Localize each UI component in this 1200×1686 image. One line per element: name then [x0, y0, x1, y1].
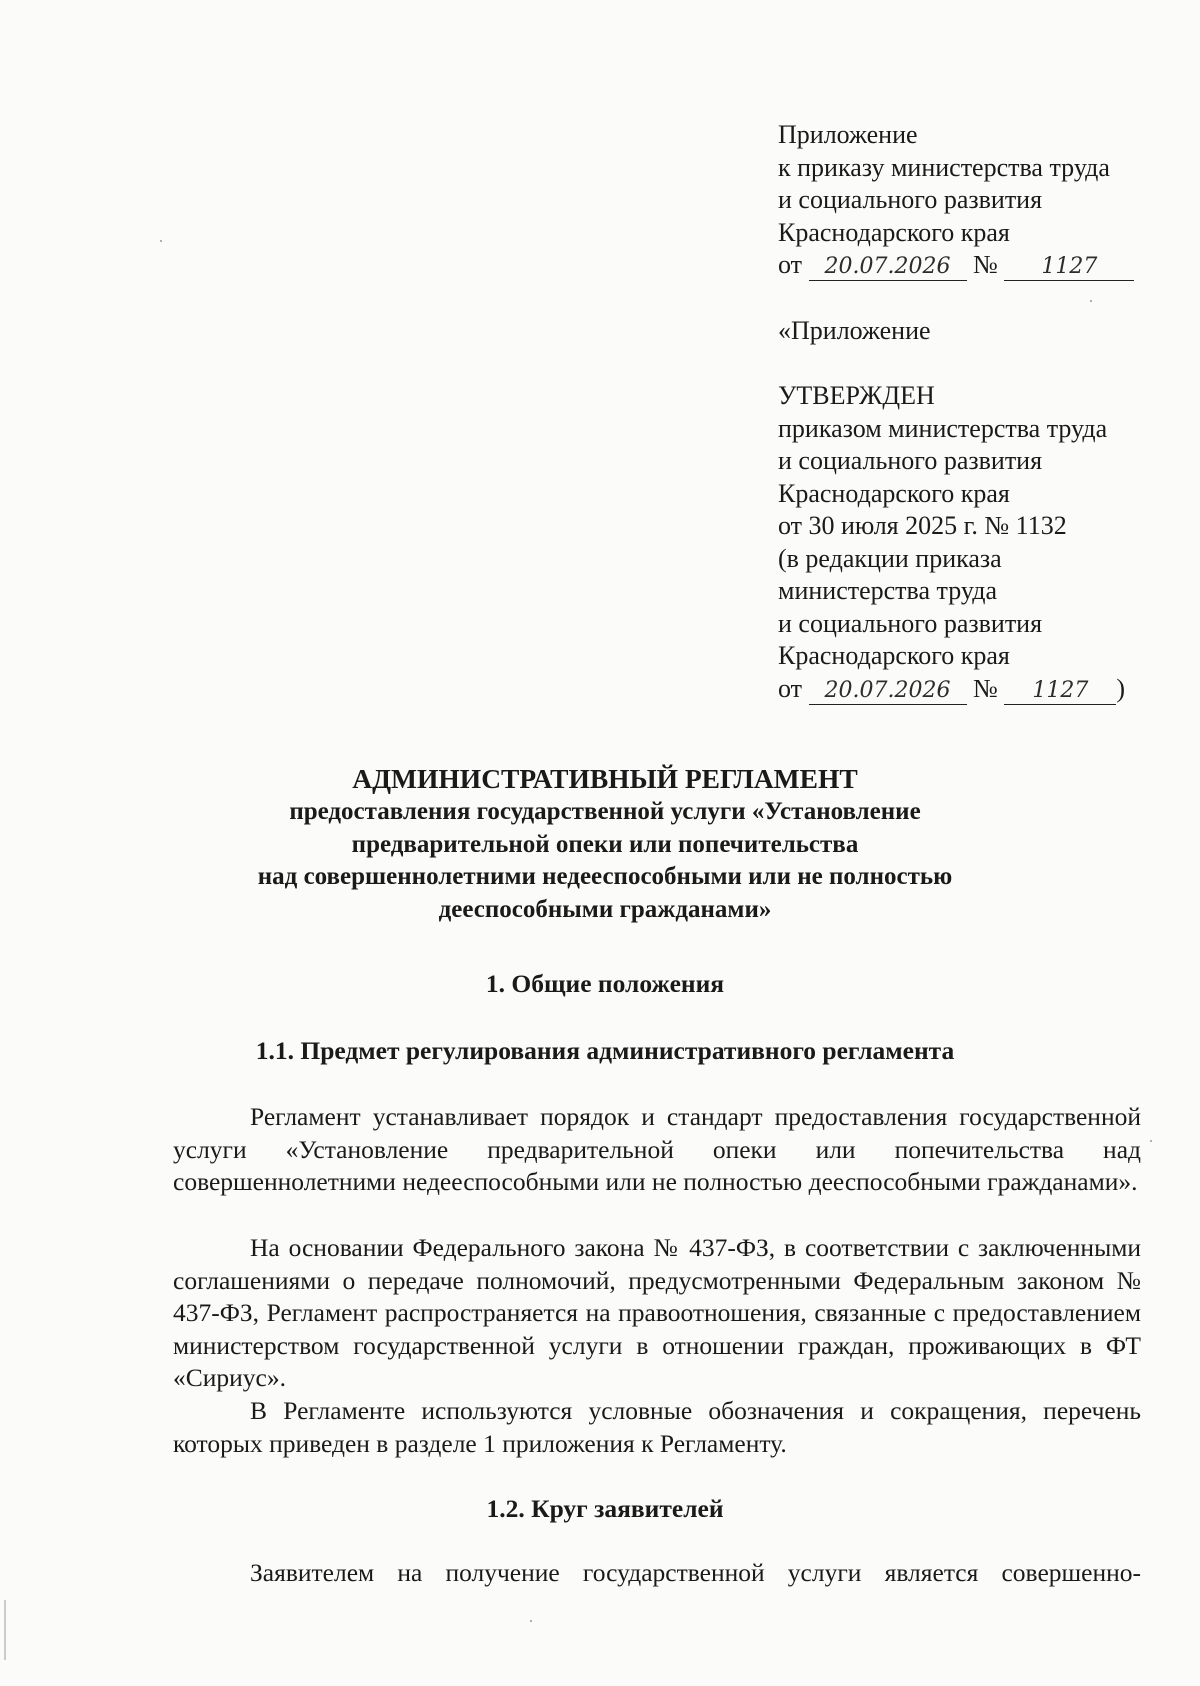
approval-line: и социального развития	[778, 446, 1043, 475]
handwritten-date: 20.07.2026	[809, 254, 967, 281]
scan-speck	[1090, 300, 1092, 302]
section-1-2-heading: 1.2. Круг заявителей	[486, 1494, 724, 1523]
quoted-appendix-label	[778, 315, 1178, 348]
scan-edge-mark	[4, 1600, 6, 1660]
approval-date-line	[778, 673, 1178, 706]
title-subline: предоставления государственной услуги «Установление	[289, 798, 921, 825]
date-prefix: от	[778, 250, 803, 279]
approval-date-line	[778, 249, 1178, 282]
approval-block-approved	[778, 380, 1178, 705]
title-subline: дееспособными гражданами»	[438, 895, 772, 923]
approval-line: Краснодарского края	[778, 217, 1010, 247]
handwritten-number: 1127	[1004, 678, 1116, 705]
approval-line: приказом министерства труда	[778, 413, 1108, 443]
section-1-1-heading: 1.1. Предмет регулирования административного регламента	[255, 1036, 955, 1065]
title-subline: над совершеннолетними недееспособными или не полностью	[257, 863, 953, 890]
scan-speck	[530, 1620, 532, 1622]
scan-speck	[160, 240, 162, 242]
paragraph: Регламент устанавливает порядок и стандарт предоставления государственной услуги «Установление предварительной опеки или попечительства над совершеннолетними недееспособными или не полностью дееспособными гражданами».	[173, 1102, 1141, 1196]
scan-speck	[1150, 1140, 1152, 1142]
approval-line: (в редакции приказа	[778, 543, 1002, 573]
closing-paren: )	[1116, 673, 1126, 703]
paragraph: На основании Федерального закона № 437-ФЗ, в соответствии с заключенными соглашениями о передаче полномочий, предусмотренными Федеральным законом № 437-ФЗ, Регламент распространяется на правоотношения, связанные с предоставлением министерством государственной услуги в отношении граждан, проживающих в ФТ «Сириус».	[173, 1233, 1141, 1392]
approval-line: и социального развития	[778, 608, 1043, 638]
date-prefix: от	[778, 673, 803, 703]
approval-line: Приложение	[778, 120, 918, 149]
document-title	[150, 762, 1060, 926]
paragraph: В Регламенте используются условные обозначения и сокращения, перечень которых приведен в разделе 1 приложения к Регламенту.	[173, 1396, 1141, 1458]
paragraph: Заявителем на получение государственной услуги является совершенно-	[250, 1558, 1141, 1587]
title-subline: предварительной опеки или попечительства	[351, 830, 859, 858]
section-1-heading: 1. Общие положения	[485, 969, 725, 998]
approval-line: от 30 июля 2025 г. № 1132	[778, 511, 1067, 540]
approval-line: и социального развития	[778, 185, 1043, 214]
approved-heading: УТВЕРЖДЕН	[778, 381, 935, 410]
approval-line: Краснодарского края	[778, 478, 1010, 508]
number-sign: №	[973, 673, 998, 703]
handwritten-date: 20.07.2026	[809, 678, 967, 705]
handwritten-number: 1127	[1004, 254, 1134, 281]
appendix-label: «Приложение	[778, 316, 931, 345]
approval-line: к приказу министерства труда	[778, 152, 1110, 182]
approval-line: Краснодарского края	[778, 641, 1010, 670]
number-sign: №	[973, 250, 998, 279]
approval-block-order	[778, 119, 1178, 282]
approval-line: министерства труда	[778, 576, 997, 605]
title-main: АДМИНИСТРАТИВНЫЙ РЕГЛАМЕНТ	[352, 763, 858, 794]
